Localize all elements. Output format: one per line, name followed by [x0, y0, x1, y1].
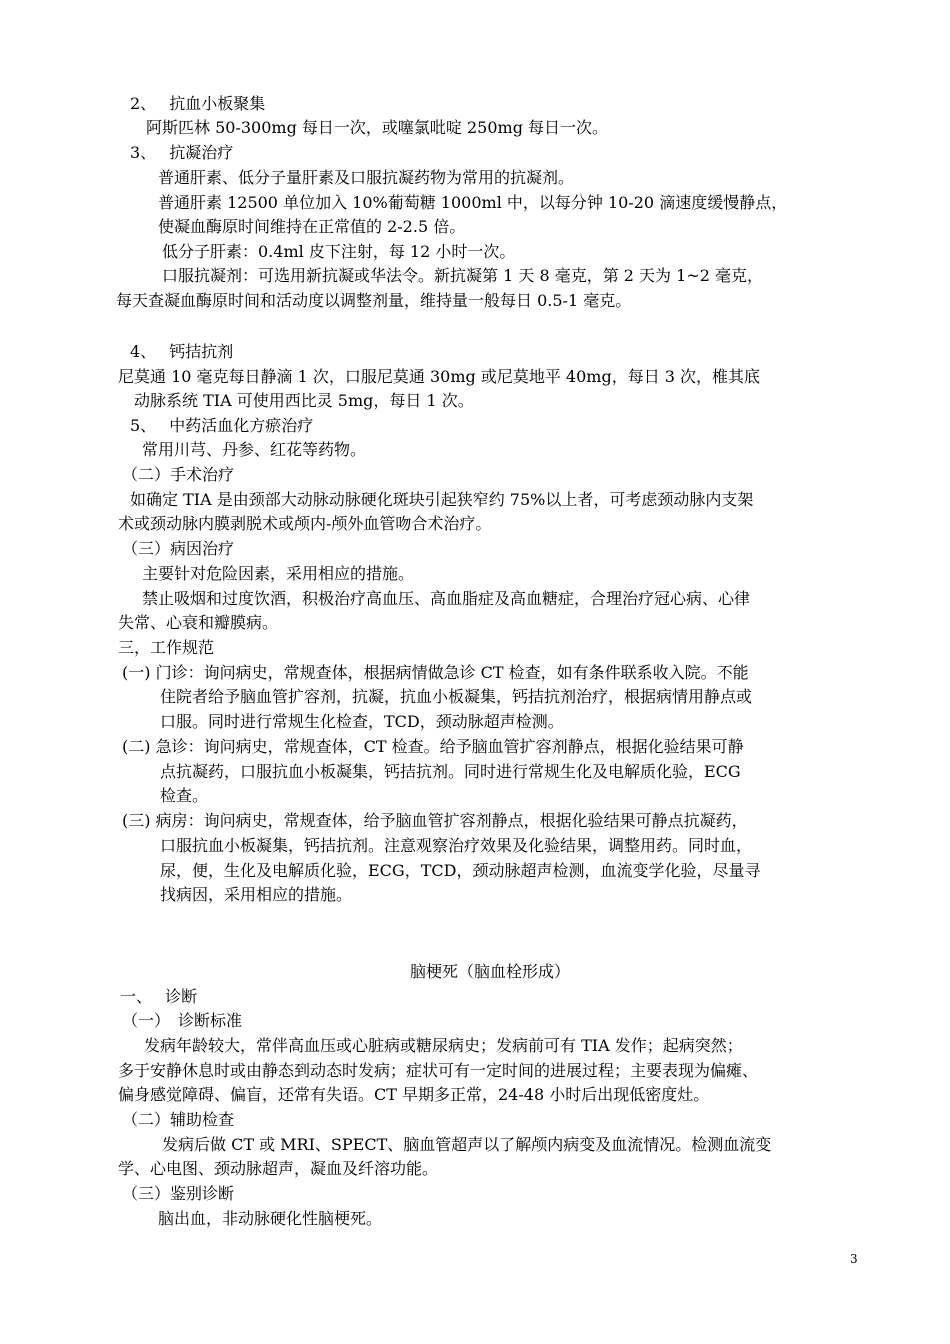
- text-line: 尿，便，生化及电解质化验，ECG，TCD，颈动脉超声检测，血流变学化验，尽量寻: [160, 861, 761, 880]
- text-line: 2、 抗血小板聚集: [130, 94, 266, 113]
- text-line: 主要针对危险因素，采用相应的措施。: [142, 564, 415, 583]
- text-line: 禁止吸烟和过度饮酒，积极治疗高血压、高血脂症及高血糖症，合理治疗冠心病、心律: [142, 589, 751, 608]
- text-line: 低分子肝素：0.4ml 皮下注射，每 12 小时一次。: [162, 242, 516, 261]
- text-line: 偏身感觉障碍、偏盲，还常有失语。CT 早期多正常，24-48 小时后出现低密度灶。: [118, 1085, 710, 1104]
- text-line: 住院者给予脑血管扩容剂，抗凝，抗血小板凝集，钙拮抗剂治疗，根据病情用静点或: [160, 687, 753, 706]
- text-line: 发病年龄较大，常伴高血压或心脏病或糖尿病史；发病前可有 TIA 发作；起病突然；: [144, 1036, 743, 1055]
- text-line: 4、 钙拮抗剂: [130, 342, 234, 361]
- text-line: （一） 诊断标准: [122, 1011, 243, 1030]
- text-line: 普通肝素 12500 单位加入 10%葡萄糖 1000ml 中，以每分钟 10-20 滴速度缓慢静点，: [158, 193, 788, 212]
- text-line: 多于安静休息时或由静态到动态时发病；症状可有一定时间的进展过程；主要表现为偏瘫、: [118, 1061, 759, 1080]
- text-line: (二) 急诊：询问病史，常规查体，CT 检查。给予脑血管扩容剂静点，根据化验结果可静: [122, 737, 744, 756]
- text-line: 三，工作规范: [118, 638, 215, 657]
- text-line: (三) 病房：询问病史，常规查体，给予脑血管扩容剂静点，根据化验结果可静点抗凝药，: [122, 811, 748, 830]
- text-line: （三）病因治疗: [122, 539, 235, 558]
- page-number: 3: [850, 1252, 858, 1266]
- text-line: 动脉系统 TIA 可使用西比灵 5mg，每日 1 次。: [134, 391, 474, 410]
- text-line: （二）手术治疗: [122, 465, 235, 484]
- text-line: 一、 诊断: [120, 987, 198, 1006]
- text-line: 阿斯匹林 50-300mg 每日一次，或噻氯吡啶 250mg 每日一次。: [146, 118, 609, 137]
- text-line: （二）辅助检查: [122, 1110, 235, 1129]
- text-line: 脑出血，非动脉硬化性脑梗死。: [158, 1209, 383, 1228]
- text-line: 点抗凝药，口服抗血小板凝集，钙拮抗剂。同时进行常规生化及电解质化验，ECG: [160, 762, 741, 781]
- text-line: 尼莫通 10 毫克每日静滴 1 次，口服尼莫通 30mg 或尼莫地平 40mg，每日 3 次，椎其底: [118, 367, 761, 386]
- text-line: 口服抗血小板凝集，钙拮抗剂。注意观察治疗效果及化验结果，调整用药。同时血，: [160, 836, 753, 855]
- text-line: 如确定 TIA 是由颈部大动脉动脉硬化斑块引起狭窄约 75%以上者，可考虑颈动脉内支架: [130, 490, 754, 509]
- text-line: 检查。: [160, 786, 209, 805]
- text-line: 使凝血酶原时间维持在正常值的 2-2.5 倍。: [158, 217, 466, 236]
- text-line: (一) 门诊：询问病史，常规查体，根据病情做急诊 CT 检查，如有条件联系收入院。不能: [122, 663, 749, 682]
- text-line: 每天查凝血酶原时间和活动度以调整剂量，维持量一般每日 0.5-1 毫克。: [116, 291, 632, 310]
- text-line: （三）鉴别诊断: [122, 1184, 235, 1203]
- text-line: 普通肝素、低分子量肝素及口服抗凝药物为常用的抗凝剂。: [158, 168, 575, 187]
- text-line: 发病后做 CT 或 MRI、SPECT、脑血管超声以了解颅内病变及血流情况。检测血流变: [162, 1135, 772, 1154]
- text-line: 5、 中药活血化方瘀治疗: [130, 416, 314, 435]
- text-line: 口服抗凝剂：可选用新抗凝或华法令。新抗凝第 1 天 8 毫克，第 2 天为 1~2 毫克，: [162, 266, 763, 285]
- text-line: 3、 抗凝治疗: [130, 143, 234, 162]
- section-title: 脑梗死（脑血栓形成）: [410, 962, 571, 981]
- text-line: 常用川芎、丹参、红花等药物。: [142, 440, 367, 459]
- text-line: 学、心电图、颈动脉超声，凝血及纤溶功能。: [118, 1159, 439, 1178]
- text-line: 失常、心衰和瓣膜病。: [118, 613, 279, 632]
- text-line: 找病因，采用相应的措施。: [160, 885, 353, 904]
- text-line: 术或颈动脉内膜剥脱术或颅内-颅外血管吻合术治疗。: [118, 514, 492, 533]
- text-line: 口服。同时进行常规生化检查，TCD，颈动脉超声检测。: [160, 712, 564, 731]
